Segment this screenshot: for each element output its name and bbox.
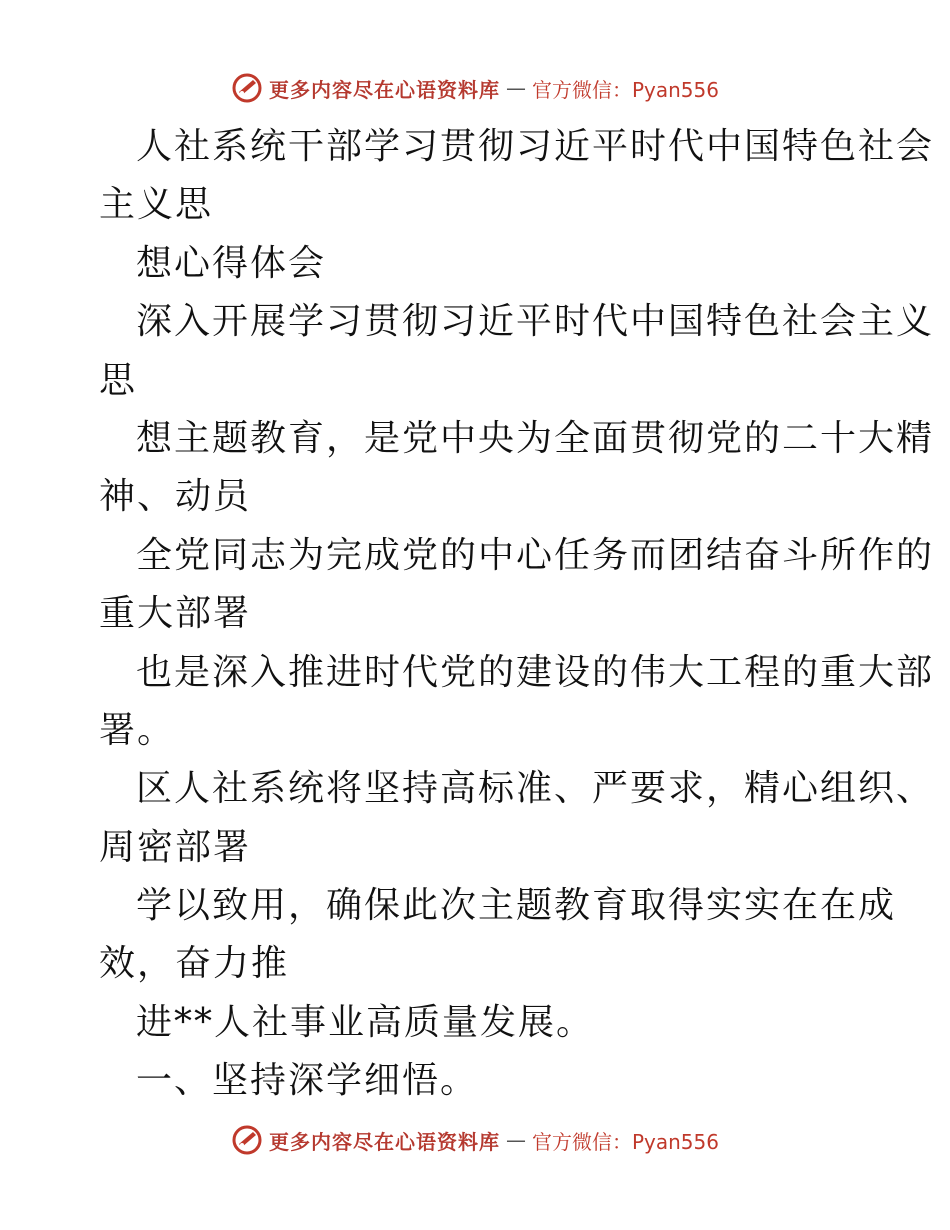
text-line: 想主题教育，是党中央为全面贯彻党的二十大精 bbox=[136, 417, 935, 459]
text-line: 学以致用，确保此次主题教育取得实实在在成 bbox=[136, 885, 897, 927]
text-line: 一、坚持深学细悟。 bbox=[136, 1060, 479, 1102]
text-line: 人社系统干部学习贯彻习近平时代中国特色社会 bbox=[136, 126, 935, 167]
footer-wechat-text: 官方微信：Pyan556 bbox=[531, 1129, 719, 1154]
text-line: 周密部署 bbox=[99, 826, 252, 868]
header-wechat-text: 官方微信：Pyan556 bbox=[531, 77, 719, 102]
text-line: 深入开展学习贯彻习近平时代中国特色社会主义 bbox=[136, 301, 935, 343]
text-line: 进**人社事业高质量发展。 bbox=[136, 1001, 595, 1043]
text-line: 主义思 bbox=[99, 184, 214, 226]
text-line: 神、动员 bbox=[99, 476, 252, 518]
document-body bbox=[99, 118, 935, 1111]
header-dash: — bbox=[505, 76, 526, 100]
text-line: 效，奋力推 bbox=[99, 943, 290, 985]
footer-brand-text: 更多内容尽在心语资料库 bbox=[268, 1129, 500, 1154]
text-line: 全党同志为完成党的中心任务而团结奋斗所作的 bbox=[136, 534, 935, 576]
text-line: 想心得体会 bbox=[136, 242, 327, 284]
header-watermark bbox=[0, 72, 950, 104]
text-line: 署。 bbox=[99, 709, 176, 751]
brand-logo-icon bbox=[231, 1124, 263, 1156]
footer-dash: — bbox=[505, 1128, 526, 1152]
text-line: 思 bbox=[99, 359, 138, 401]
header-brand-text: 更多内容尽在心语资料库 bbox=[268, 77, 500, 102]
brand-logo-icon bbox=[231, 72, 263, 104]
text-line: 重大部署 bbox=[99, 593, 252, 635]
footer-watermark bbox=[0, 1124, 950, 1156]
text-line: 区人社系统将坚持高标准、严要求，精心组织、 bbox=[136, 768, 935, 810]
text-line: 也是深入推进时代党的建设的伟大工程的重大部 bbox=[136, 651, 935, 693]
